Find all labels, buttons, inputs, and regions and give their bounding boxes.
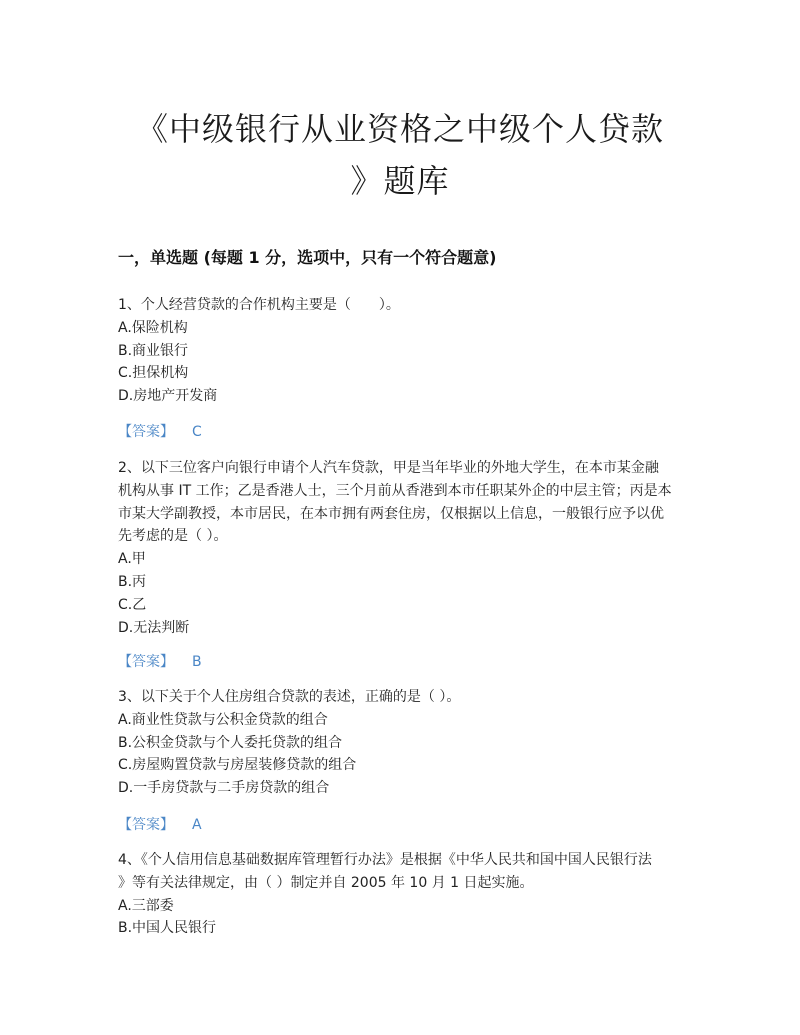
- answer-option: B.中国人民银行: [118, 920, 217, 937]
- answer-3: [118, 814, 202, 834]
- answer-option: A.商业性贷款与公积金贷款的组合: [118, 711, 328, 728]
- question-stem-line: 市某大学副教授，本市居民，在本市拥有两套住房，仅根据以上信息，一般银行应予以优: [118, 505, 664, 522]
- question-4: [118, 849, 688, 940]
- answer-option: B.丙: [118, 573, 147, 590]
- answer-option: B.商业银行: [118, 342, 189, 359]
- answer-option: C.乙: [118, 596, 147, 613]
- answer-label: 【答案】: [118, 817, 174, 833]
- document-title-line-1: 《中级银行从业资格之中级个人贷款: [135, 110, 664, 148]
- question-2: [118, 457, 688, 639]
- question-1: [118, 294, 688, 408]
- section-heading: 一，单选题 (每题 1 分，选项中，只有一个符合题意): [118, 248, 497, 267]
- answer-option: A.三部委: [118, 897, 174, 914]
- question-stem-line: 3、以下关于个人住房组合贷款的表述，正确的是（ ）。: [118, 689, 461, 705]
- answer-option: A.甲: [118, 551, 146, 568]
- question-stem-line: 》等有关法律规定，由（ ）制定并自 2005 年 10 月 1 日起实施。: [118, 874, 534, 891]
- answer-option: D.一手房贷款与二手房贷款的组合: [118, 780, 330, 797]
- question-stem-line: 2、以下三位客户向银行申请个人汽车贷款，甲是当年毕业的外地大学生，在本市某金融: [118, 460, 659, 476]
- answer-1: [118, 421, 202, 441]
- answer-option: D.无法判断: [118, 619, 190, 636]
- answer-2: [118, 651, 202, 671]
- question-stem-line: 机构从事 IT 工作；乙是香港人士，三个月前从香港到本市任职某外企的中层主管；丙是本: [118, 482, 672, 499]
- answer-value: A: [192, 817, 202, 833]
- answer-option: C.担保机构: [118, 365, 189, 382]
- answer-label: 【答案】: [118, 424, 174, 440]
- answer-value: C: [192, 424, 202, 440]
- question-3: [118, 686, 688, 800]
- answer-option: D.房地产开发商: [118, 388, 218, 405]
- answer-option: A.保险机构: [118, 319, 188, 336]
- answer-label: 【答案】: [118, 654, 174, 670]
- document-title-line-2: 》题库: [350, 162, 450, 200]
- answer-option: B.公积金贷款与个人委托贷款的组合: [118, 734, 343, 751]
- answer-option: C.房屋购置贷款与房屋装修贷款的组合: [118, 757, 357, 774]
- answer-value: B: [192, 654, 202, 670]
- question-stem-line: 4、《个人信用信息基础数据库管理暂行办法》是根据《中华人民共和国中国人民银行法: [118, 852, 652, 868]
- question-stem-line: 1、个人经营贷款的合作机构主要是（ ）。: [118, 297, 400, 313]
- question-stem-line: 先考虑的是（ ）。: [118, 528, 228, 545]
